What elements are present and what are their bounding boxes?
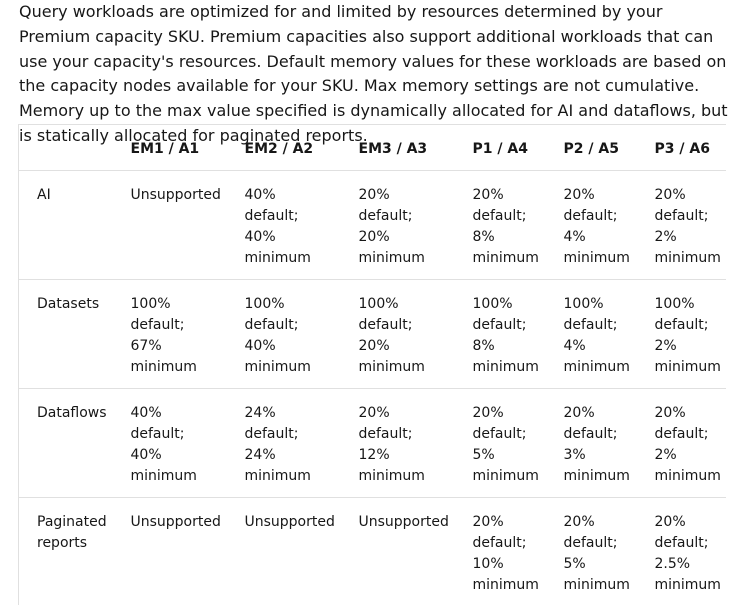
table-cell: 40% default; 40% minimum — [113, 388, 227, 497]
header-cell-workload — [19, 125, 113, 170]
table-row — [19, 497, 727, 605]
table-cell: Unsupported — [113, 497, 227, 605]
table-cell: 20% default; 10% minimum — [455, 497, 546, 605]
table-cell: 100% default; 4% minimum — [546, 279, 637, 388]
workload-memory-table-container — [18, 124, 726, 605]
table-cell: 100% default; 40% minimum — [227, 279, 341, 388]
intro-paragraph: Query workloads are optimized for and limited by resources determined by your Premium capacity SKU. Premium capacities also support additional workloads that can use your capacity's resources. Default memory values for these workloads are based on the capacity nodes available for your SKU. Max memory settings are not cumulative. Memory up to the max value specified is dynamically allocated for AI and dataflows, but is statically allocated for paginated reports. — [19, 2, 728, 145]
table-cell: 20% default; 4% minimum — [546, 170, 637, 279]
table-cell: Unsupported — [341, 497, 455, 605]
table-cell: 20% default; 12% minimum — [341, 388, 455, 497]
header-cell-p1-a4: P1 / A4 — [455, 125, 546, 170]
table-cell: 100% default; 8% minimum — [455, 279, 546, 388]
workload-memory-table — [18, 125, 726, 605]
table-cell: 100% default; 20% minimum — [341, 279, 455, 388]
header-cell-em3-a3: EM3 / A3 — [341, 125, 455, 170]
table-cell: 20% default; 2.5% minimum — [637, 497, 727, 605]
table-cell: Unsupported — [227, 497, 341, 605]
row-label-datasets: Datasets — [19, 279, 113, 388]
header-cell-em2-a2: EM2 / A2 — [227, 125, 341, 170]
table-row — [19, 170, 727, 279]
table-cell: 24% default; 24% minimum — [227, 388, 341, 497]
table-cell: 20% default; 5% minimum — [546, 497, 637, 605]
header-cell-p2-a5: P2 / A5 — [546, 125, 637, 170]
table-cell: 20% default; 20% minimum — [341, 170, 455, 279]
table-cell: 40% default; 40% minimum — [227, 170, 341, 279]
row-label-dataflows: Dataflows — [19, 388, 113, 497]
table-cell: 100% default; 2% minimum — [637, 279, 727, 388]
table-row — [19, 279, 727, 388]
row-label-ai: AI — [19, 170, 113, 279]
header-cell-em1-a1: EM1 / A1 — [113, 125, 227, 170]
table-cell: 20% default; 8% minimum — [455, 170, 546, 279]
table-cell: 100% default; 67% minimum — [113, 279, 227, 388]
header-cell-p3-a6: P3 / A6 — [637, 125, 727, 170]
table-row — [19, 388, 727, 497]
row-label-paginated-reports: Paginated reports — [19, 497, 113, 605]
table-cell: 20% default; 5% minimum — [455, 388, 546, 497]
table-cell: Unsupported — [113, 170, 227, 279]
table-cell: 20% default; 3% minimum — [546, 388, 637, 497]
table-cell: 20% default; 2% minimum — [637, 388, 727, 497]
table-cell: 20% default; 2% minimum — [637, 170, 727, 279]
table-header-row — [19, 125, 727, 170]
